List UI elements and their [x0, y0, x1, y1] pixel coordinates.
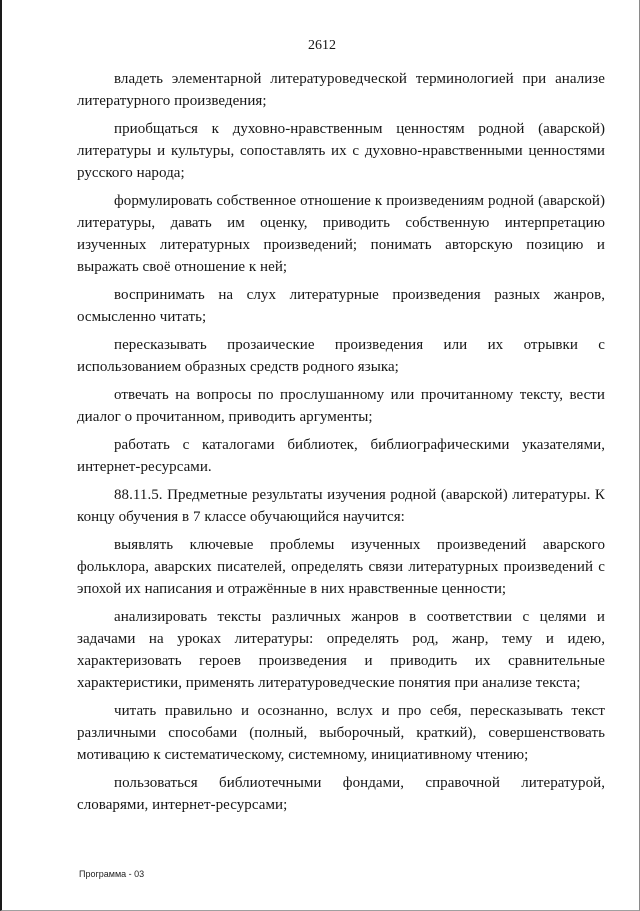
- paragraph-values: приобщаться к духовно-нравственным ценностям родной (аварской) литературы и культуры, сопоставлять их с духовно-нравственными ценностями русского народа;: [77, 121, 605, 181]
- page-number: 2612: [308, 38, 336, 53]
- paragraph-catalogs: работать с каталогами библиотек, библиографическими указателями, интернет-ресурсами.: [77, 437, 605, 475]
- paragraph-section-heading: 88.11.5. Предметные результаты изучения родной (аварской) литературы. К концу обучения в 7 классе обучающийся научится:: [77, 487, 605, 525]
- paragraph-answering: отвечать на вопросы по прослушанному или прочитанному тексту, вести диалог о прочитанном, приводить аргументы;: [77, 387, 605, 425]
- paragraph-attitude: формулировать собственное отношение к произведениям родной (аварской) литературы, давать им оценку, приводить собственную интерпретацию изученных литературных произведений; понимать авторскую позицию и выражать своё отношение к ней;: [77, 193, 605, 275]
- document-body: [77, 68, 605, 822]
- footer-label: Программа - 03: [79, 869, 145, 879]
- paragraph-reading: читать правильно и осознанно, вслух и про себя, пересказывать текст различными способами (полный, выборочный, краткий), совершенствовать мотивацию к систематическому, системному, инициативному чтению;: [77, 703, 605, 763]
- paragraph-retelling: пересказывать прозаические произведения или их отрывки с использованием образных средств родного языка;: [77, 337, 605, 375]
- paragraph-listening: воспринимать на слух литературные произведения разных жанров, осмысленно читать;: [77, 287, 605, 325]
- paragraph-library: пользоваться библиотечными фондами, справочной литературой, словарями, интернет-ресурсами;: [77, 775, 605, 813]
- paragraph-problems: выявлять ключевые проблемы изученных произведений аварского фольклора, аварских писателей, определять связи литературных произведений с эпохой их написания и отражённые в них нравственные ценности;: [77, 537, 605, 597]
- paragraph-terminology: владеть элементарной литературоведческой терминологией при анализе литературного произведения;: [77, 71, 605, 109]
- paragraph-analysis: анализировать тексты различных жанров в соответствии с целями и задачами на уроках литературы: определять род, жанр, тему и идею, характеризовать героев произведения и приводить их сравнительные характеристики, применять литературоведческие понятия при анализе текста;: [77, 609, 605, 691]
